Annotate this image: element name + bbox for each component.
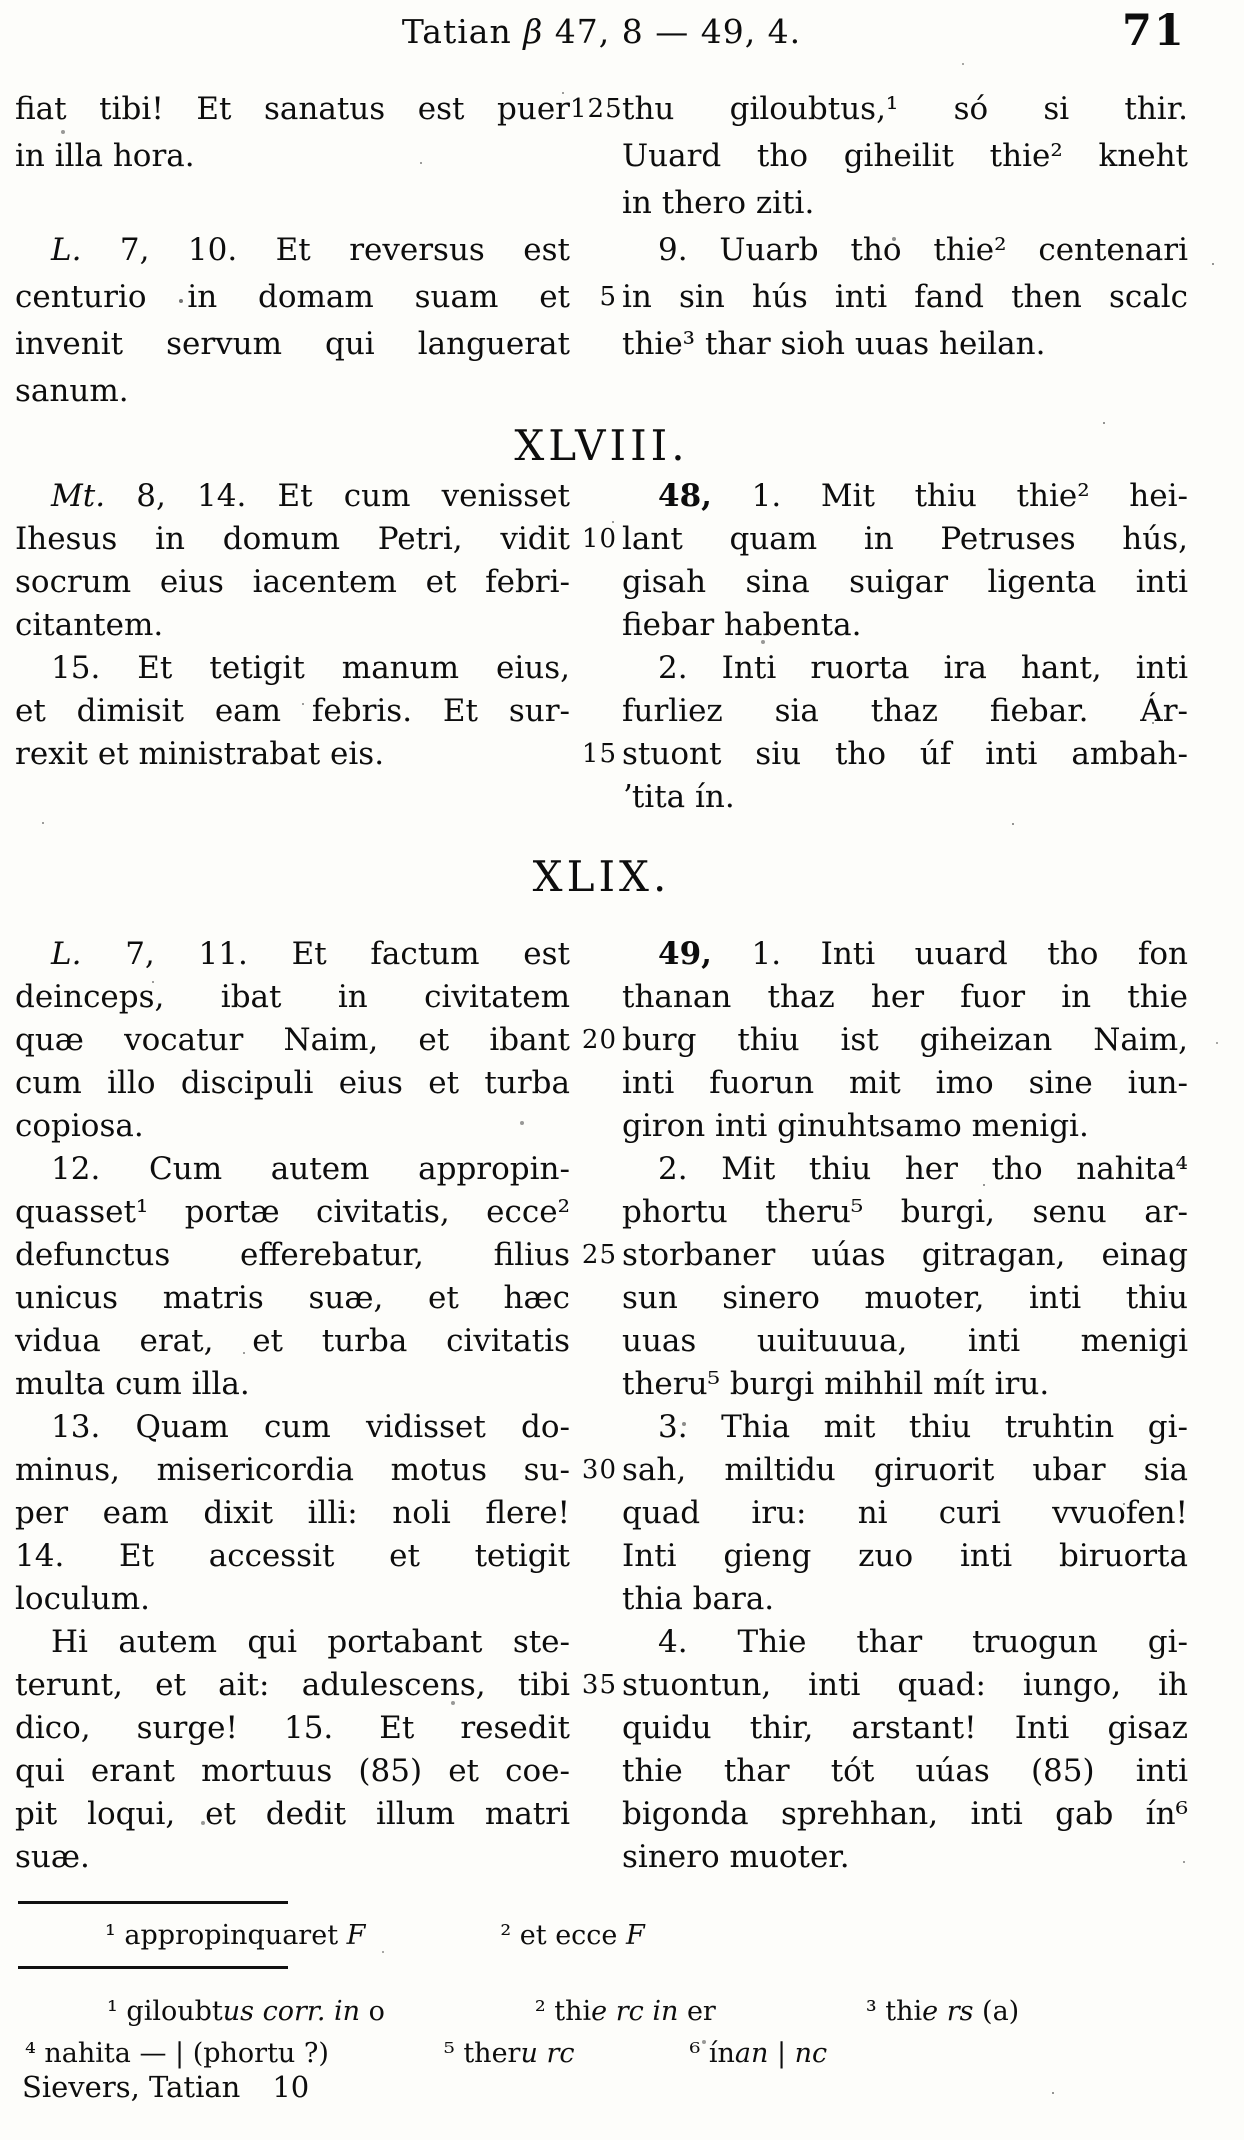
verse-line-row [15,1019,1188,1062]
verse-line-row [15,1621,1188,1664]
german-column-line: thie³ thar sioh uuas heilan. [622,326,1046,362]
verse-line-row [15,1363,1188,1406]
printer-signature-number: 10 [272,2070,310,2104]
latin-column-line: terunt, et ait: adulescens, tibi [15,1667,570,1703]
latin-column-line: suæ. [15,1839,90,1875]
line-number: 10 [581,524,617,554]
line-number [570,1148,622,1191]
line-number: 5 [599,282,617,312]
german-column-line: sah, miltidu giruorit ubar sia [622,1452,1188,1488]
book-abbreviation: L. [51,232,82,268]
page-header [15,6,1188,56]
line-number [570,776,622,819]
chapter-heading: XLVIII. [514,420,689,470]
line-number: 30 [581,1455,617,1485]
latin-column-line: 13. Quam cum vidisset do- [51,1409,570,1445]
line-number [570,1793,622,1836]
latin-column-line: rexit et ministrabat eis. [15,736,385,772]
verse-line-row [15,1836,1188,1879]
text-block [15,86,1188,1879]
german-column-line: Inti gieng zuo inti biruorta [622,1538,1188,1574]
latin-column-line: copiosa. [15,1108,144,1144]
book-abbreviation: Mt. [51,478,106,514]
verse-line-row [15,274,1188,321]
german-column-line: in thero ziti. [622,185,815,221]
verse-line-row [15,1664,1188,1707]
line-number [570,368,622,415]
latin-column-line: defunctus efferebatur, filius [15,1237,570,1273]
book-abbreviation: L. [51,936,82,972]
latin-column-line: qui erant mortuus (85) et coe- [15,1753,570,1789]
line-number [570,227,622,274]
line-number [570,1062,622,1105]
german-column-line: quidu thir, arstant! Inti gisaz [622,1710,1188,1746]
printer-signature [22,2070,309,2104]
verse-line-row [15,933,1188,976]
page-number: 71 [1122,6,1186,56]
line-number [570,561,622,604]
latin-column-line [15,180,570,227]
latin-column-line: 14. Et accessit et tetigit [15,1538,570,1574]
line-number [570,1707,622,1750]
german-column-line: inti fuorun mit imo sine iun- [622,1065,1188,1101]
line-number [570,976,622,1019]
german-column-line: storbaner uúas gitragan, einag [622,1237,1188,1273]
german-column-line: ʼtita ín. [622,779,735,815]
footnote-item: ¹ giloubtus corr. in o [107,1996,385,2027]
german-column-line: phortu theru⁵ burgi, senu ar- [622,1194,1188,1230]
german-column-line: 48, 1. Mit thiu thie² hei- [658,478,1188,514]
latin-column-line: fiat tibi! Et sanatus est puer [15,91,570,127]
line-number [570,604,622,647]
latin-column-line: multa cum illa. [15,1366,250,1402]
verse-line-row [15,1105,1188,1148]
verse-line-row [15,1793,1188,1836]
footnote-item: ² thie rc in er [534,1996,716,2027]
printer-signature-label: Sievers, Tatian [22,2070,241,2104]
verse-line-row [15,475,1188,518]
line-number [570,133,622,180]
verse-line-row [15,180,1188,227]
verse-line-row [15,133,1188,180]
verse-line-row [15,604,1188,647]
footnote-rule-german [18,1966,288,1969]
latin-column-line: socrum eius iacentem et febri- [15,564,570,600]
line-number [570,1277,622,1320]
german-column-line: bigonda sprehhan, inti gab ín⁶ [622,1796,1188,1832]
verse-line-row [15,1578,1188,1621]
latin-column-line: pit loqui, et dedit illum matri [15,1796,570,1832]
verse-line-row [15,368,1188,415]
latin-column-line [15,776,570,819]
line-number [570,1535,622,1578]
latin-column-line: deinceps, ibat in civitatem [15,979,570,1015]
latin-column-line: cum illo discipuli eius et turba [15,1065,570,1101]
line-number: 35 [581,1670,617,1700]
german-column-line: 2. Mit thiu her tho nahita⁴ [658,1151,1188,1187]
verse-line-row [15,1234,1188,1277]
german-column-line: 9. Uuarb tho thie² centenari [658,232,1188,268]
verse-line-row [15,561,1188,604]
verse-line-row [15,1320,1188,1363]
line-number [570,180,622,227]
line-number [570,475,622,518]
chapter-number: 49, [658,936,712,972]
verse-line-row [15,1449,1188,1492]
german-apparatus-line-2 [15,2034,1215,2074]
german-column-line: thia bara. [622,1581,775,1617]
latin-column-line: Ihesus in domum Petri, vidit [15,521,570,557]
footnote-item: ³ thie rs (a) [865,1996,1020,2027]
latin-column-line: citantem. [15,607,164,643]
line-number: 25 [581,1240,617,1270]
german-column-line: lant quam in Petruses hús, [622,521,1188,557]
latin-column-line: vidua erat, et turba civitatis [15,1323,570,1359]
latin-column-line: et dimisit eam febris. Et sur- [15,693,570,729]
verse-line-row [15,647,1188,690]
german-column-line: furliez sia thaz fiebar. Ár- [622,693,1188,729]
line-number [570,1492,622,1535]
line-number [570,1621,622,1664]
latin-column-line: invenit servum qui languerat [15,326,570,362]
german-column-line: sinero muoter. [622,1839,850,1875]
verse-line-row [15,1148,1188,1191]
german-column-line: Uuard tho giheilit thie² kneht [622,138,1188,174]
latin-column-line: minus, misericordia motus su- [15,1452,570,1488]
german-column-line [622,368,1188,415]
verse-line-row [15,1406,1188,1449]
latin-column-line: centurio in domam suam et [15,279,570,315]
german-column-line: theru⁵ burgi mihhil mít iru. [622,1366,1050,1402]
verse-line-row [15,976,1188,1019]
verse-line-row [15,1750,1188,1793]
german-column-line: 4. Thie thar truogun gi- [658,1624,1188,1660]
latin-column-line: quasset¹ portæ civitatis, ecce² [15,1194,570,1230]
footnote-rule-latin [18,1901,288,1904]
footnote-item: ⁵ theru rc [443,2038,575,2069]
german-column-line: stuont siu tho úf inti ambah- [622,736,1188,772]
latin-column-line: per eam dixit illi: noli flere! [15,1495,570,1531]
latin-column-line: Hi autem qui portabant ste- [51,1624,570,1660]
footnote-item: ⁴ nahita — | (phortu ?) [25,2038,329,2069]
verse-line-row [15,733,1188,776]
footnote-item: ⁶ ínan | nc [689,2038,828,2069]
scan-noise-specks [0,0,2,2]
line-number [570,1578,622,1621]
verse-line-row [15,227,1188,274]
verse-line-row [15,1277,1188,1320]
verse-line-row [15,776,1188,819]
german-column-line: stuontun, inti quad: iungo, ih [622,1667,1188,1703]
line-number [570,690,622,733]
line-number [570,1836,622,1879]
german-column-line: burg thiu ist giheizan Naim, [622,1022,1188,1058]
line-number [570,1105,622,1148]
german-column-line: fiebar habenta. [622,607,862,643]
german-column-line: in sin hús inti fand then scalc [622,279,1188,315]
german-column-line: 49, 1. Inti uuard tho fon [658,936,1188,972]
latin-column-line: loculum. [15,1581,151,1617]
verse-line-row [15,1707,1188,1750]
latin-column-line: L. 7, 11. Et factum est [51,936,570,972]
latin-column-line: in illa hora. [15,138,195,174]
line-number [570,1406,622,1449]
german-column-line: sun sinero muoter, inti thiu [622,1280,1188,1316]
line-number: 15 [581,739,617,769]
latin-column-line: sanum. [15,373,129,409]
german-column-line: quad iru: ni curi vvuofen! [622,1495,1188,1531]
latin-column-line: dico, surge! 15. Et resedit [15,1710,570,1746]
verse-line-row [15,86,1188,133]
chapter-number: 48, [658,478,712,514]
latin-column-line: unicus matris suæ, et hæc [15,1280,570,1316]
verse-line-row [15,321,1188,368]
footnote-item: ¹ appropinquaret F [105,1920,366,1951]
line-number [570,321,622,368]
verse-line-row [15,1492,1188,1535]
verse-line-row [15,1535,1188,1578]
line-number [570,1191,622,1234]
german-column-line: giron inti ginuhtsamo menigi. [622,1108,1089,1144]
latin-column-line: quæ vocatur Naim, et ibant [15,1022,570,1058]
latin-column-line: 15. Et tetigit manum eius, [51,650,570,686]
german-column-line: thie thar tót uúas (85) inti [622,1753,1188,1789]
verse-line-row [15,1062,1188,1105]
german-column-line: thu giloubtus,¹ só si thir. [622,91,1188,127]
line-number [570,1363,622,1406]
german-column-line: uuas uuituuua, inti menigi [622,1323,1188,1359]
line-number [570,1320,622,1363]
line-number: 125 [570,94,623,124]
german-column-line: 3. Thia mit thiu truhtin gi- [658,1409,1188,1445]
verse-line-row [15,518,1188,561]
latin-column-line: Mt. 8, 14. Et cum venisset [51,478,570,514]
latin-column-line: 12. Cum autem appropin- [51,1151,570,1187]
verse-line-row [15,1191,1188,1234]
footnote-item: ² et ecce F [500,1920,645,1951]
latin-column-line: L. 7, 10. Et reversus est [51,232,570,268]
line-number [570,933,622,976]
line-number: 20 [581,1025,617,1055]
german-column-line: 2. Inti ruorta ira hant, inti [658,650,1188,686]
german-column-line: thanan thaz her fuor in thie [622,979,1188,1015]
line-number [570,1750,622,1793]
line-number [570,647,622,690]
german-column-line: gisah sina suigar ligenta inti [622,564,1188,600]
latin-apparatus [15,1916,1244,1956]
running-title: Tatian β 47, 8 — 49, 4. [401,12,802,51]
verse-line-row [15,690,1188,733]
chapter-heading: XLIX. [532,851,671,901]
german-apparatus-line-1 [15,1992,1244,2032]
